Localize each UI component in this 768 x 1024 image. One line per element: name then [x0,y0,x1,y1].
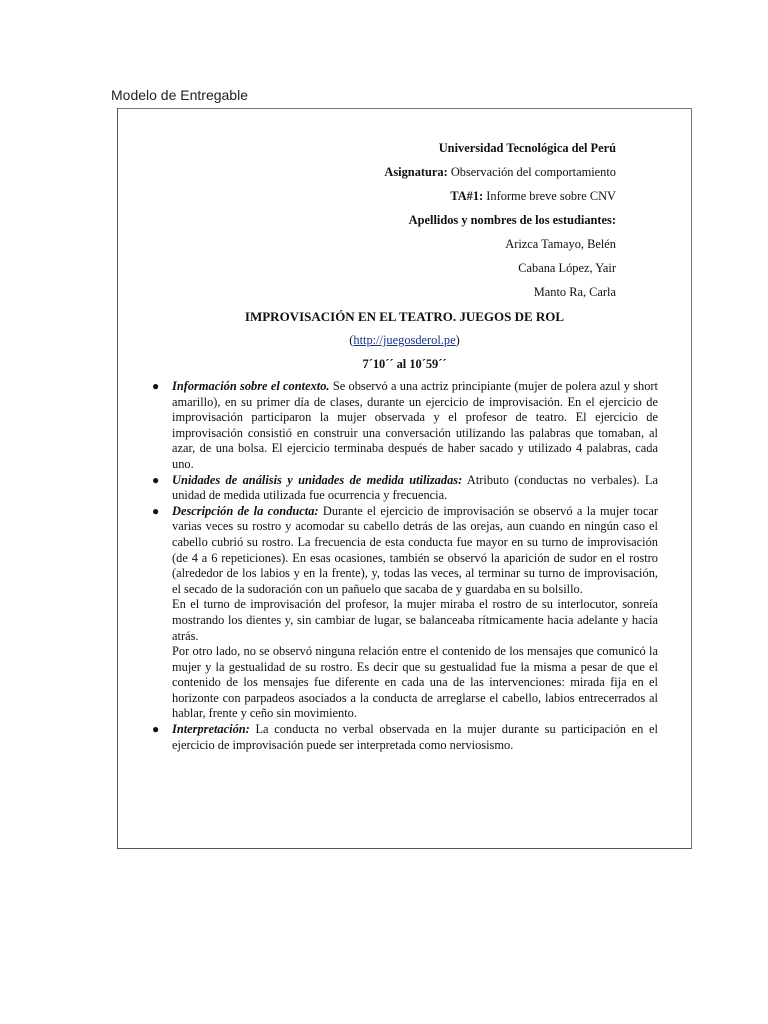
source-link[interactable]: http://juegosderol.pe [353,333,456,347]
item-term: Descripción de la conducta: [172,503,319,518]
list-item [152,722,658,753]
bullet: ● [152,722,160,737]
subject-line: Asignatura: Observación del comportamiento [384,165,616,179]
report-body [152,379,658,753]
students-label: Apellidos y nombres de los estudiantes: [408,213,616,227]
list-item [152,473,658,504]
document-frame [117,108,692,849]
item-text: Se observó a una actriz principiante (mujer de polera azul y short amarillo), en su primer día de clases, durante un ejercicio de improvisación. En el ejercicio de improvisación participaron la mujer observada y el profesor de teatro. El ejercicio de improvisación consistió en construir una conversación utilizando las palabras que tomaban, al azar, de una bolsa. El ejercicio terminaba después de haber sacado y utilizado 4 palabras, cada uno. [172,379,658,471]
student-name: Cabana López, Yair [518,261,616,275]
time-range: 7´10´´ al 10´59´´ [362,357,447,371]
university-name: Universidad Tecnológica del Perú [438,141,616,155]
item-text: Durante el ejercicio de improvisación se observó a la mujer tocar varias veces su rostro y acomodar su cabello detrás de las orejas, aun cuando en ningún caso el cabello cubrió su rostro. La frecuencia de esta conducta fue mayor en su turno de improvisación (de 4 a 6 repeticiones). En esas ocasiones, también se observó la aparición de sudor en el rostro (alrededor de los labios y en la frente), y, todas las veces, al terminar su turno de improvisación, el secado de la sudoración con un pañuelo que sacaba de y guardaba en su bolsillo. [172,503,658,596]
paragraph: En el turno de improvisación del profesor, la mujer miraba el rostro de su interlocutor, sonreía mostrando los dientes y, sin cambiar de lugar, se balanceaba rítmicamente hacia adelante y hacia atrás. [172,597,658,643]
list-item [152,504,658,598]
student-name: Arizca Tamayo, Belén [505,237,616,251]
task-line: TA#1: Informe breve sobre CNV [450,189,616,203]
item-text: Atributo (conductas no verbales). La unidad de medida utilizada fue ocurrencia y frecuencia. [172,472,658,503]
page-label: Modelo de Entregable [111,87,248,103]
item-term: Unidades de análisis y unidades de medida utilizadas: [172,472,463,487]
item-term: Interpretación: [172,722,250,737]
source-line: (http://juegosderol.pe) [349,333,460,347]
document-title: IMPROVISACIÓN EN EL TEATRO. JUEGOS DE ROL [244,309,565,324]
list-item [152,379,658,473]
bullet: ● [152,503,160,518]
bullet: ● [152,472,160,487]
bullet: ● [152,379,160,393]
student-name: Manto Ra, Carla [533,285,616,299]
paragraph: Por otro lado, no se observó ninguna relación entre el contenido de los mensajes que comunicó la mujer y la gestualidad de su rostro. Es decir que su gestualidad fue la misma a pesar de que el contenido de los mensajes fue diferente en cada una de las intervenciones: mirada fija en el horizonte con parpadeos asociados a la conducta de arreglarse el cabello, labios entrecerrados al hablar, frente y ceño sin movimiento. [172,644,658,721]
item-text: La conducta no verbal observada en la mujer durante su participación en el ejercicio de improvisación puede ser interpretada como nerviosismo. [172,722,658,752]
item-term: Información sobre el contexto. [172,379,330,393]
